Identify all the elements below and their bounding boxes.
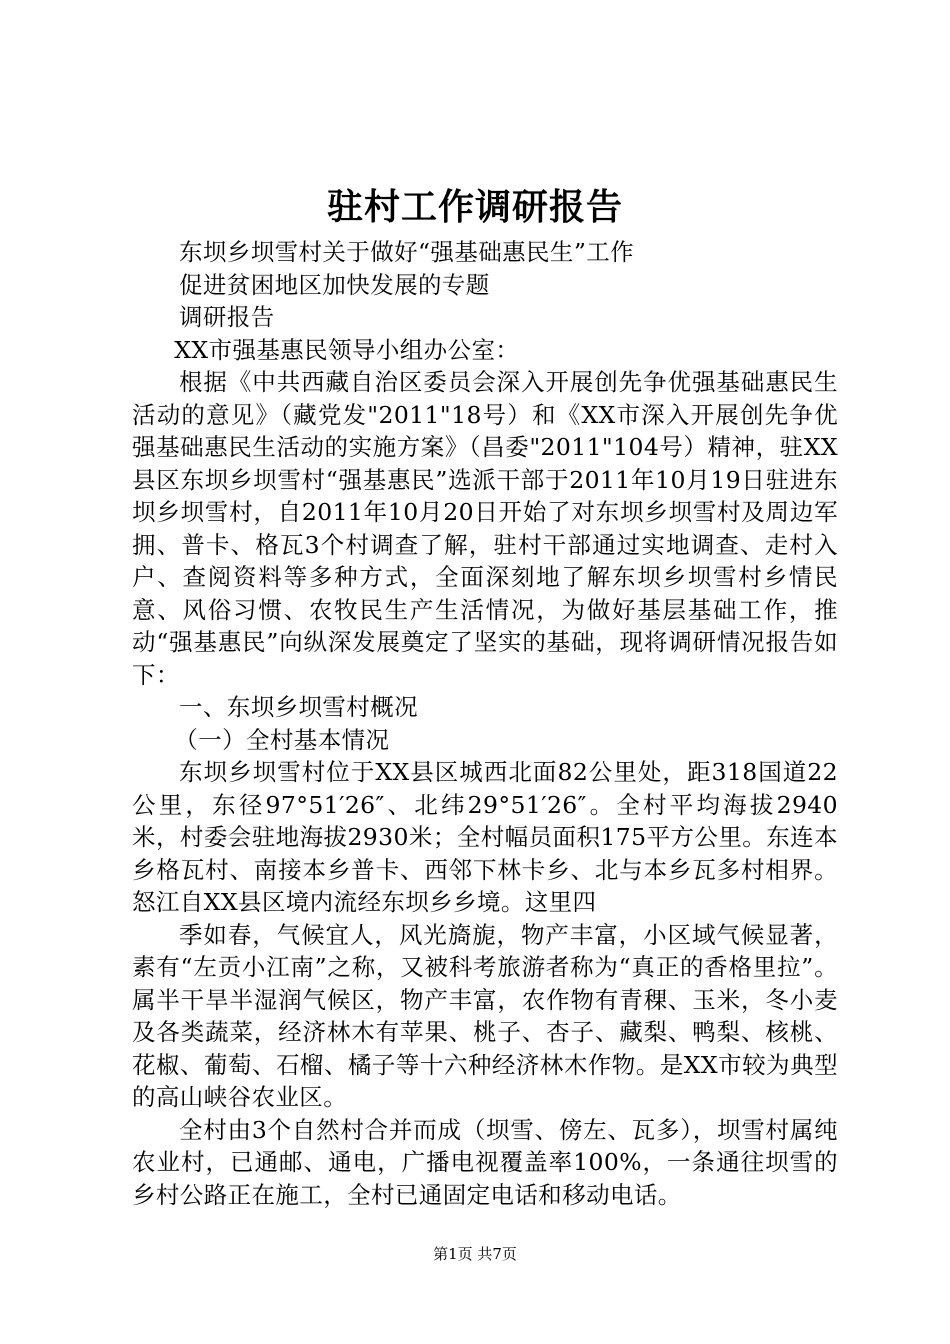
paragraph-intro: 根据《中共西藏自治区委员会深入开展创先争优强基础惠民生活动的意见》（藏党发"2011"18号）和《XX市深入开展创先争优强基础惠民生活动的实施方案》（昌委"2011"104号）精神，驻XX县区东坝乡坝雪村“强基惠民”选派干部于2011年10月19日驻进东坝乡坝雪村，自2011年10月20日开始了对东坝乡坝雪村及周边军拥、普卡、格瓦3个村调查了解，驻村干部通过实地调查、走村入户、查阅资料等多种方式，全面深刻地了解东坝乡坝雪村乡情民意、风俗习惯、农牧民生产生活情况，为做好基层基础工作，推动“强基惠民”向纵深发展奠定了坚实的基础，现将调研情况报告如下： — [132, 368, 838, 689]
document-body — [132, 236, 838, 1211]
subsection-heading-1: （一）全村基本情况 — [174, 725, 390, 754]
paragraph-climate: 季如春，气候宜人，风光旖旎，物产丰富，小区域气候显著，素有“左贡小江南”之称，又被科考旅游者称为“真正的香格里拉”。属半干旱半湿润气候区，物产丰富，农作物有青稞、玉米，冬小麦及各类蔬菜，经济林木有苹果、桃子、杏子、藏梨、鸭梨、核桃、花椒、葡萄、石榴、橘子等十六种经济林木作物。是XX市较为典型的高山峡谷农业区。 — [132, 920, 838, 1111]
addressee-line: XX市强基惠民领导小组办公室： — [174, 335, 520, 364]
paragraph-villages: 全村由3个自然村合并而成（坝雪、傍左、瓦多），坝雪村属纯农业村，已通邮、通电，广播电视覆盖率100%，一条通往坝雪的乡村公路正在施工，全村已通固定电话和移动电话。 — [132, 1115, 838, 1209]
paragraph-location: 东坝乡坝雪村位于XX县区城西北面82公里处，距318国道22公里，东径97°51′26″、北纬29°51′26″。全村平均海拔2940米，村委会驻地海拔2930米；全村幅员面积175平方公里。东连本乡格瓦村、南接本乡普卡、西邻下林卡乡、北与本乡瓦多村相界。怒江自XX县区境内流经东坝乡乡境。这里四 — [132, 758, 838, 916]
document-title: 驻村工作调研报告 — [326, 186, 623, 228]
section-heading-1: 一、东坝乡坝雪村概况 — [179, 693, 418, 721]
page-number-footer: 第1页 共7页 — [433, 1245, 517, 1263]
subtitle-line-2: 促进贫困地区加快发展的专题 — [179, 270, 490, 299]
subtitle-line-1: 东坝乡坝雪村关于做好“强基础惠民生”工作 — [179, 238, 635, 266]
subtitle-line-3: 调研报告 — [179, 303, 275, 331]
